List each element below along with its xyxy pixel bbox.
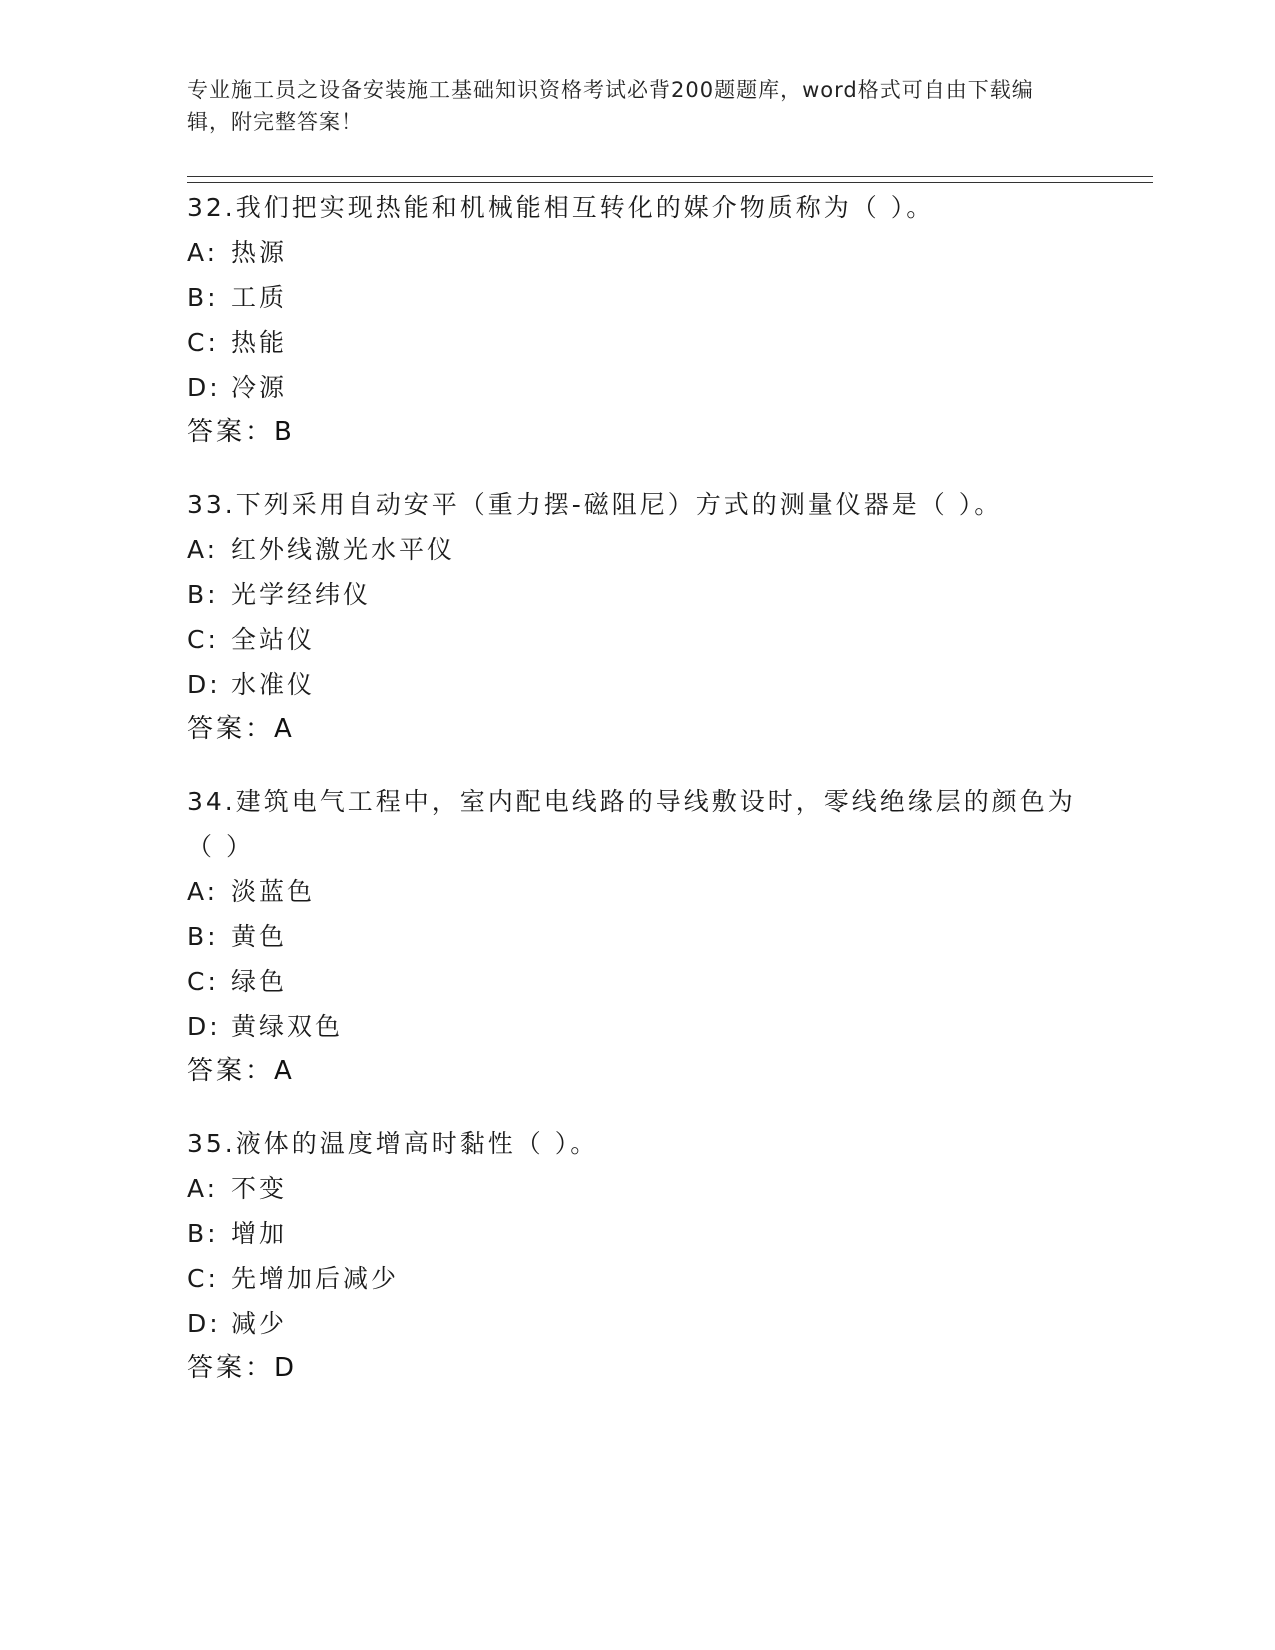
header-divider-bottom — [187, 182, 1153, 183]
option-text: 光学经纬仪 — [231, 580, 372, 609]
option-text: 冷源 — [231, 373, 288, 402]
option-text: 工质 — [231, 283, 288, 312]
answer-value: A — [274, 1056, 294, 1086]
option-key: B: — [187, 1219, 219, 1248]
option-a — [187, 1166, 1087, 1211]
question-item — [187, 482, 1087, 752]
option-key: C: — [187, 625, 219, 654]
option-c — [187, 617, 1087, 662]
option-d — [187, 365, 1087, 410]
option-key: C: — [187, 328, 219, 357]
answer-label: 答案： — [187, 1353, 275, 1383]
question-list — [187, 185, 1087, 1418]
answer-line — [187, 1049, 1087, 1094]
option-text: 增加 — [231, 1219, 288, 1248]
option-b — [187, 572, 1087, 617]
option-b — [187, 275, 1087, 320]
option-b — [187, 914, 1087, 959]
option-a — [187, 869, 1087, 914]
option-text: 先增加后减少 — [231, 1264, 400, 1293]
option-key: B: — [187, 580, 219, 609]
answer-line — [187, 1346, 1087, 1391]
option-text: 黄色 — [231, 922, 288, 951]
document-header: 专业施工员之设备安装施工基础知识资格考试必背200题题库，word格式可自由下载编辑，附完整答案！ — [187, 78, 1034, 134]
option-key: A: — [187, 877, 219, 906]
option-text: 减少 — [231, 1309, 288, 1338]
answer-label: 答案： — [187, 1056, 275, 1086]
question-stem: 35.液体的温度增高时黏性（ ）。 — [187, 1129, 599, 1158]
option-key: A: — [187, 238, 219, 267]
option-key: B: — [187, 922, 219, 951]
option-b — [187, 1211, 1087, 1256]
option-d — [187, 662, 1087, 707]
answer-value: B — [274, 417, 294, 447]
question-item — [187, 185, 1087, 455]
option-a — [187, 230, 1087, 275]
answer-line — [187, 410, 1087, 455]
question-item — [187, 1121, 1087, 1391]
option-key: B: — [187, 283, 219, 312]
option-text: 绿色 — [231, 967, 288, 996]
option-text: 热源 — [231, 238, 288, 267]
option-text: 热能 — [231, 328, 288, 357]
option-text: 不变 — [231, 1174, 288, 1203]
question-item — [187, 779, 1087, 1094]
answer-value: A — [274, 714, 294, 744]
option-key: C: — [187, 967, 219, 996]
option-text: 黄绿双色 — [231, 1012, 344, 1041]
answer-line — [187, 707, 1087, 752]
option-key: A: — [187, 1174, 219, 1203]
option-c — [187, 320, 1087, 365]
option-a — [187, 527, 1087, 572]
option-key: D: — [187, 373, 221, 402]
option-key: C: — [187, 1264, 219, 1293]
answer-label: 答案： — [187, 714, 275, 744]
option-key: A: — [187, 535, 219, 564]
question-stem: 34.建筑电气工程中，室内配电线路的导线敷设时，零线绝缘层的颜色为（ ） — [187, 787, 1076, 861]
option-d — [187, 1004, 1087, 1049]
option-c — [187, 959, 1087, 1004]
option-key: D: — [187, 1012, 221, 1041]
option-key: D: — [187, 670, 221, 699]
option-text: 全站仪 — [231, 625, 316, 654]
option-d — [187, 1301, 1087, 1346]
option-key: D: — [187, 1309, 221, 1338]
question-stem: 33.下列采用自动安平（重力摆-磁阻尼）方式的测量仪器是（ ）。 — [187, 490, 1003, 519]
question-stem: 32.我们把实现热能和机械能相互转化的媒介物质称为（ ）。 — [187, 193, 935, 222]
option-text: 红外线激光水平仪 — [231, 535, 456, 564]
answer-value: D — [274, 1353, 297, 1383]
header-divider-top — [187, 176, 1153, 177]
option-c — [187, 1256, 1087, 1301]
option-text: 水准仪 — [231, 670, 316, 699]
answer-label: 答案： — [187, 417, 275, 447]
option-text: 淡蓝色 — [231, 877, 316, 906]
